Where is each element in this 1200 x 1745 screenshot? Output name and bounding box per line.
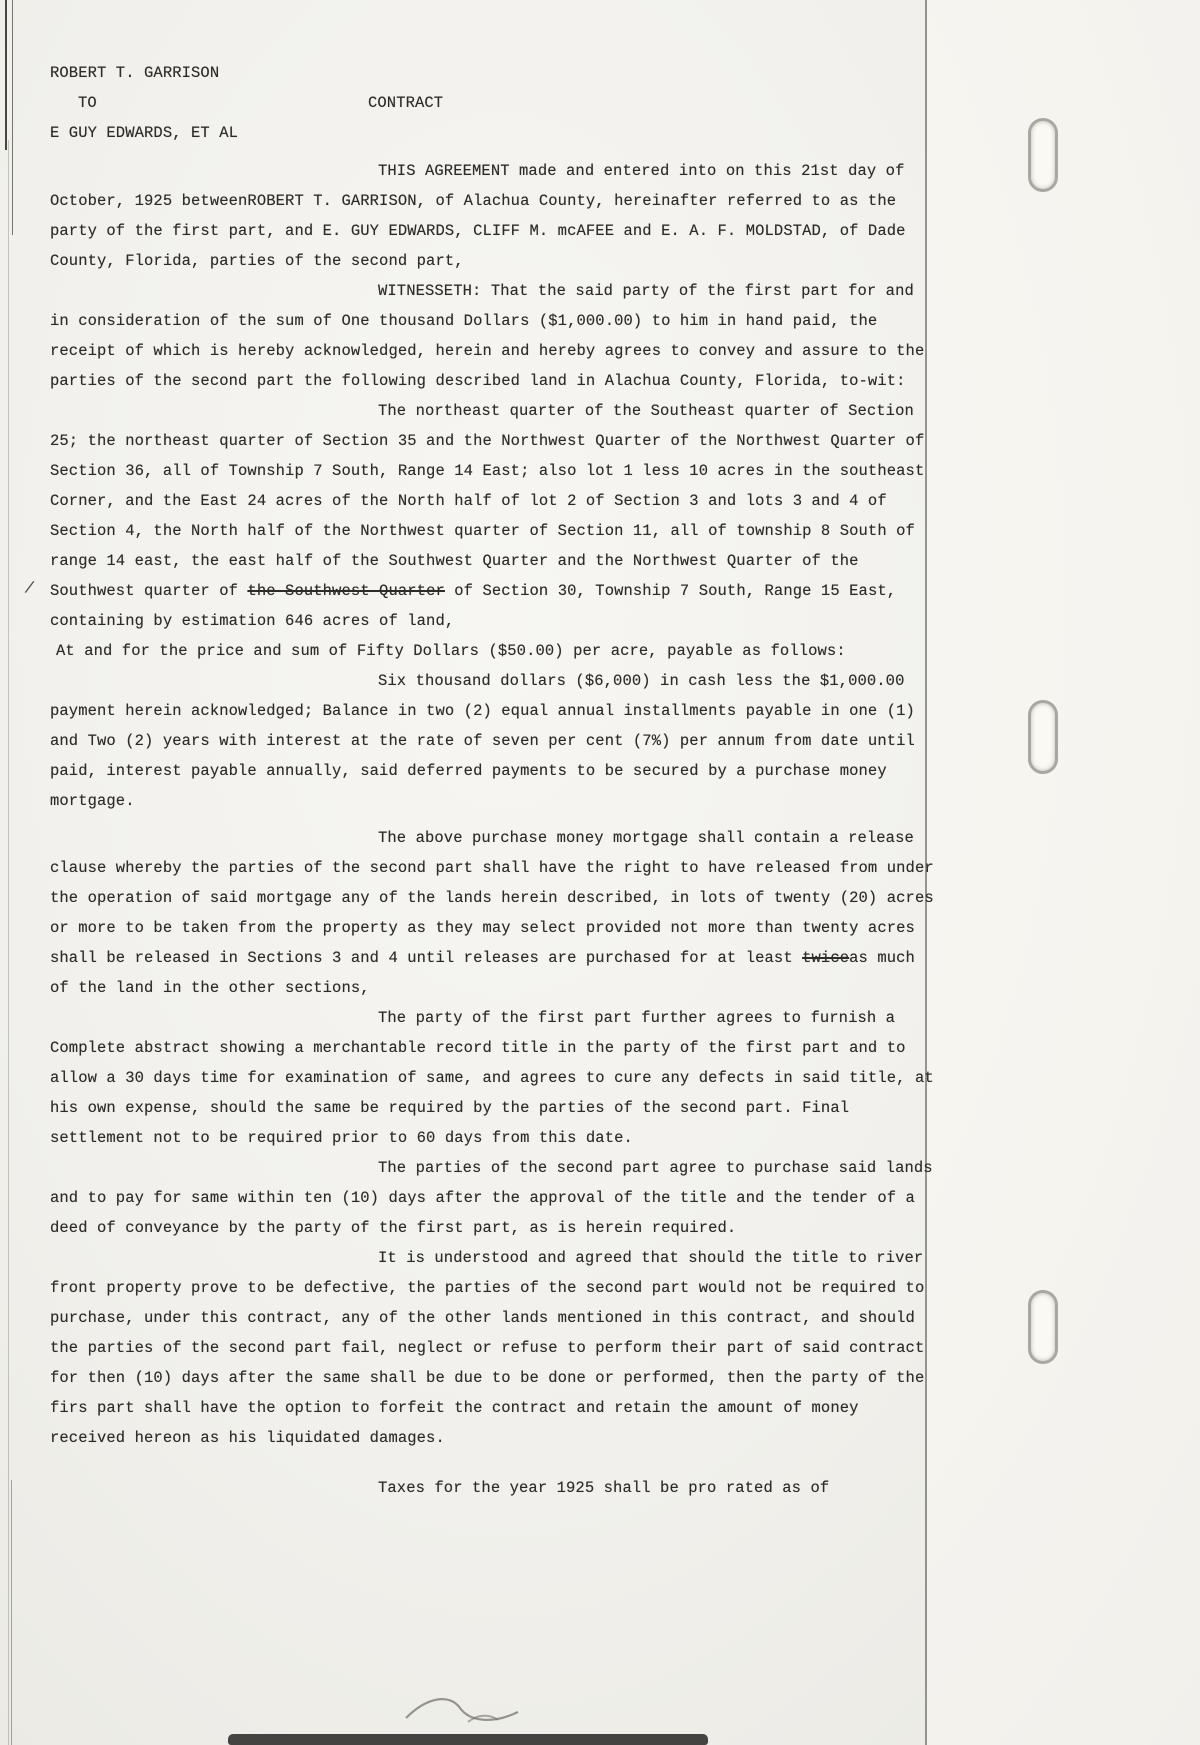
paragraph-text: WITNESSETH: That the said party of the first part for and in consideration of the sum of One thousand Dollars ($1,000.00) to him in hand paid, the receipt of which is hereby acknowledged, herein and hereby agrees to convey and assure to the parties of the second part the following described land in Alachua County, Florida, to-wit: [50,282,925,390]
paragraph-defective-title [50,1243,942,1453]
scan-edge-line [8,140,9,1745]
paragraph-text: The party of the first part further agrees to furnish a Complete abstract showing a merchantable record title in the party of the first part and to allow a 30 days time for examination of same, and agrees to cure any defects in said title, at his own expense, should the same be required by the parties of the second part. Final settlement not to be required prior to 60 days from this date. [50,1009,934,1147]
bottom-smudge [228,1734,708,1745]
struck-text: twice [802,949,850,967]
caption-row [50,88,942,118]
paragraph-witnesseth [50,276,942,396]
pencil-scribble [398,1678,528,1733]
text-column [50,58,942,1503]
scan-edge-line [11,1480,12,1745]
paragraph-text: Six thousand dollars ($6,000) in cash less the $1,000.00 payment herein acknowledged; Balance in two (2) equal annual installments payable in one (1) and Two (2) years with interest at the rate of seven per cent (7%) per annum from date until paid, interest payable annually, said deferred payments to be secured by a purchase money mortgage. [50,672,915,810]
paragraph-text: The parties of the second part agree to purchase said lands and to pay for same within ten (10) days after the approval of the title and the tender of a deed of conveyance by the party of the first part, as is herein required. [50,1159,933,1237]
document-type-title: CONTRACT [368,94,444,112]
paragraph-text: of Section 30, Township 7 South, Range 15 East, containing by estimation 646 acres of land, [50,582,897,630]
grantee-name: E GUY EDWARDS, ET AL [50,124,239,142]
paragraph-taxes [50,1473,942,1503]
right-margin-strip [927,0,1200,1745]
paragraph-text: The above purchase money mortgage shall contain a release clause whereby the parties of the second part shall have the right to have released from under the operation of said mortgage any of the lands herein described, in lots of twenty (20) acres or more to be taken from the property as they may select provided not more than twenty acres shall be released in Sections 3 and 4 until releases are purchased for at least [50,829,934,967]
paragraph-price [50,636,942,666]
paragraph-text: as much of the land in the other sections, [50,949,915,997]
paragraph-text: At and for the price and sum of Fifty Dollars ($50.00) per acre, payable as follows: [56,642,846,660]
contract-body [50,156,942,1503]
margin-slash-mark: / [22,579,36,600]
scan-edge-line [12,0,13,235]
punch-hole [1028,1290,1058,1364]
grantor-name: ROBERT T. GARRISON [50,64,220,82]
paragraph-text: Taxes for the year 1925 shall be pro rated as of [378,1479,830,1497]
struck-text: the Southwest Quarter [247,582,445,600]
scan-edge-line [5,0,7,150]
punch-hole [1028,118,1058,192]
paragraph-text: It is understood and agreed that should the title to river front property prove to be defective, the parties of the second part would not be required to purchase, under this contract, any of the other lands mentioned in this contract, and should the parties of the second part fail, neglect or refuse to perform their part of said contract for then (10) days after the same shall be due to be done or performed, then the party of the firs part shall have the option to forfeit the contract and retain the amount of money received hereon as his liquidated damages. [50,1249,925,1447]
punch-hole [1028,700,1058,774]
paragraph-agreement-intro [50,156,942,276]
paragraph-payment-terms [50,666,942,816]
paragraph-abstract-title [50,1003,942,1153]
paragraph-release-clause [50,823,942,1003]
paragraph-text: The northeast quarter of the Southeast quarter of Section 25; the northeast quarter of Section 35 and the Northwest Quarter of the Northwest Quarter of Section 36, all of Township 7 South, Range 14 East; also lot 1 less 10 acres in the southeast Corner, and the East 24 acres of the North half of lot 2 of Section 3 and lots 3 and 4 of Section 4, the North half of the Northwest quarter of Section 11, all of township 8 South of range 14 east, the east half of the Southwest Quarter and the Northwest Quarter of the Southwest quarter of [50,402,925,600]
paragraph-text: THIS AGREEMENT made and entered into on this 21st day of October, 1925 betweenROBERT T. GARRISON, of Alachua County, hereinafter referred to as the party of the first part, and E. GUY EDWARDS, CLIFF M. mcAFEE and E. A. F. MOLDSTAD, of Dade County, Florida, parties of the second part, [50,162,906,270]
to-label: TO [78,94,97,112]
paragraph-purchase-agreement [50,1153,942,1243]
paragraph-land-description [50,396,942,636]
